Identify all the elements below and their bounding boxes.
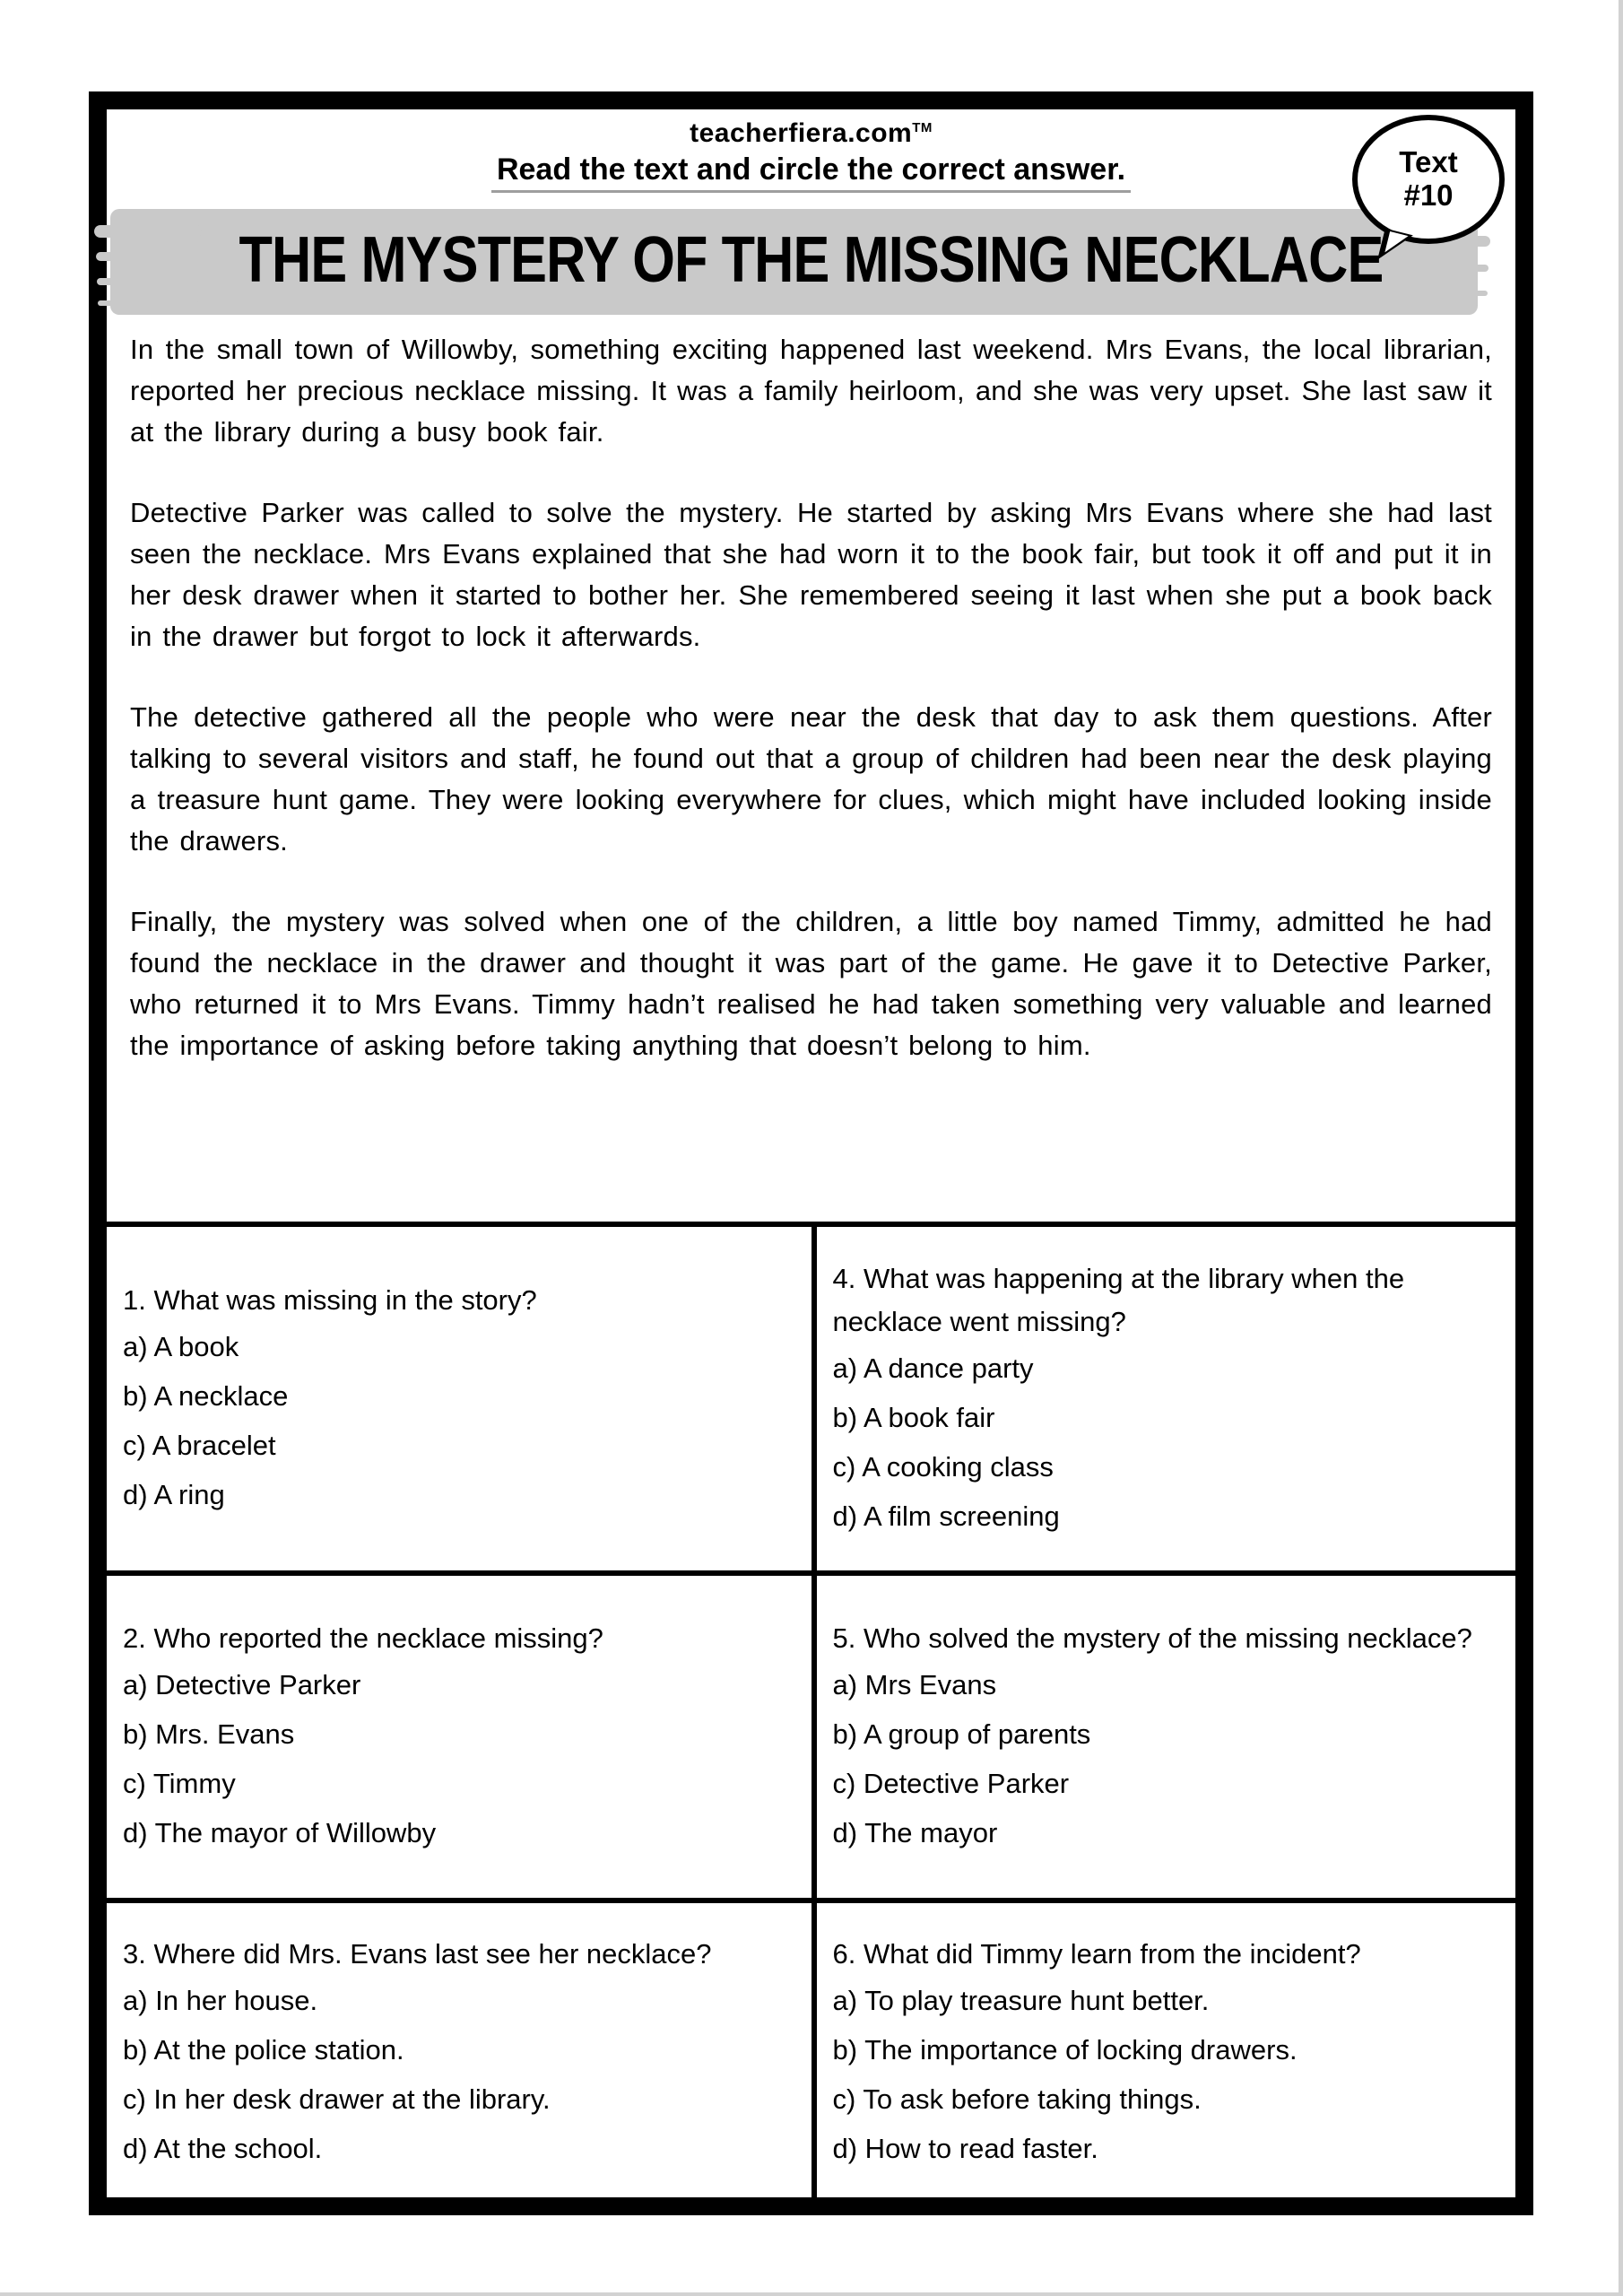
trademark-mark: TM [912,120,933,135]
question-4-option-b: b) A book fair [832,1401,995,1433]
question-4-option-a: a) A dance party [832,1352,1034,1384]
question-cell-3 [107,1898,812,2203]
question-3-option-b: b) At the police station. [123,2034,404,2066]
story-paragraph-3: The detective gathered all the people who were near the desk that day to ask them questions. After talking to several visitors and staff, he found out that a group of children had been near the desk playing a treasure hunt game. They were looking everywhere for clues, which might have included looking inside the drawers. [130,701,1492,857]
question-3-option-d: d) At the school. [123,2133,323,2164]
question-6-option-a: a) To play treasure hunt better. [832,1985,1210,2016]
worksheet-title: THE MYSTERY OF THE MISSING NECKLACE [239,224,1384,296]
question-6-option-c: c) To ask before taking things. [832,2083,1202,2115]
title-band [107,205,1515,315]
question-2-option-a: a) Detective Parker [123,1668,361,1700]
question-1-option-c: c) A bracelet [123,1429,276,1461]
question-5-option-d: d) The mayor [832,1816,998,1848]
question-3-option-c: c) In her desk drawer at the library. [123,2083,551,2115]
question-3-prompt: 3. Where did Mrs. Evans last see her necklace? [123,1938,712,1970]
question-6-option-b: b) The importance of locking drawers. [832,2034,1298,2066]
question-cell-5 [812,1570,1516,1898]
question-cell-1 [107,1227,812,1570]
question-4-option-d: d) A film screening [832,1500,1060,1532]
story-paragraph-2: Detective Parker was called to solve the mystery. He started by asking Mrs Evans where she had last seen the necklace. Mrs Evans explained that she had worn it to the book fair, but took it off and put it in her desk drawer when it started to bother her. She remembered seeing it last when she put a book back in the drawer but forgot to lock it afterwards. [130,497,1492,652]
badge-word: Text [1399,145,1458,179]
story-paragraph-4: Finally, the mystery was solved when one of the children, a little boy named Timmy, admitted he had found the necklace in the drawer and thought it was part of the game. He gave it to Detective Parker, who returned it to Mrs Evans. Timmy hadn’t realised he had taken something very valuable and learned the importance of asking before taking anything that doesn’t belong to him. [130,906,1492,1061]
site-name-text: teacherfiera.com [690,118,913,148]
question-2-option-b: b) Mrs. Evans [123,1718,295,1750]
question-cell-4 [812,1227,1516,1570]
question-6-prompt: 6. What did Timmy learn from the incident? [832,1938,1361,1970]
question-4-option-c: c) A cooking class [832,1450,1054,1483]
instruction-text: Read the text and circle the correct answer. [491,152,1131,193]
question-2-prompt: 2. Who reported the necklace missing? [123,1622,603,1654]
scan-edge-bottom [0,2292,1623,2296]
question-2-option-c: c) Timmy [123,1767,236,1799]
question-cell-6 [812,1898,1516,2203]
scan-edge-right [1619,0,1623,2296]
story-text [130,329,1492,1066]
questions-table [107,1222,1515,2197]
story-paragraph-1: In the small town of Willowby, something exciting happened last weekend. Mrs Evans, the local librarian, reported her precious necklace missing. It was a family heirloom, and she was very upset. She last saw it at the library during a busy book fair. [130,334,1492,448]
question-1-option-a: a) A book [123,1330,239,1362]
question-6-option-d: d) How to read faster. [832,2133,1098,2164]
question-5-option-b: b) A group of parents [832,1718,1091,1750]
question-cell-2 [107,1570,812,1898]
question-5-option-a: a) Mrs Evans [832,1668,997,1700]
question-1-option-d: d) A ring [123,1478,225,1510]
badge-number: #10 [1403,178,1454,212]
question-3-option-a: a) In her house. [123,1985,318,2016]
text-number-badge [1352,115,1505,244]
question-5-prompt: 5. Who solved the mystery of the missing necklace? [832,1622,1472,1654]
question-5-option-c: c) Detective Parker [832,1767,1070,1799]
question-1-prompt: 1. What was missing in the story? [123,1283,537,1316]
question-2-option-d: d) The mayor of Willowby [123,1816,437,1848]
site-name [107,118,1515,149]
instruction-row [107,152,1515,193]
question-4-prompt: 4. What was happening at the library when the necklace went missing? [832,1262,1405,1337]
question-1-option-b: b) A necklace [123,1379,289,1412]
page-border-frame [89,91,1533,2215]
